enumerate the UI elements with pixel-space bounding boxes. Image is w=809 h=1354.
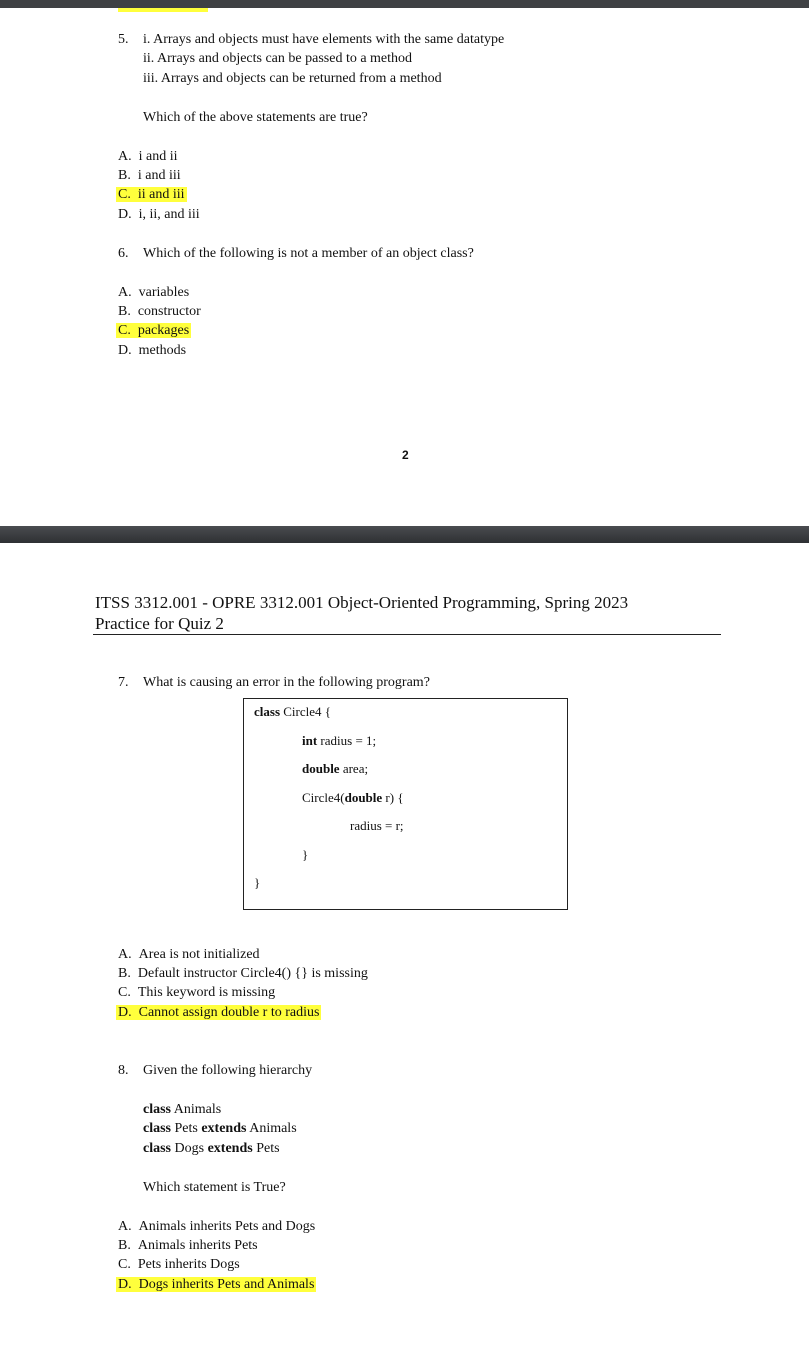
option-text: Area is not initialized — [138, 947, 260, 962]
option-letter: D. — [118, 1005, 132, 1020]
class-name: Dogs — [174, 1141, 205, 1156]
option-letter: A. — [118, 1219, 132, 1234]
option-letter: B. — [118, 168, 131, 183]
page-number: 2 — [402, 448, 409, 462]
q5-number: 5. — [118, 32, 129, 47]
q8-option-c — [118, 1256, 240, 1274]
q5-option-a — [118, 148, 178, 166]
class-name: Pets — [256, 1141, 280, 1156]
code-keyword: extends — [201, 1121, 247, 1136]
code-text: } — [302, 847, 309, 862]
code-keyword: class — [143, 1141, 171, 1156]
q6-number: 6. — [118, 246, 129, 261]
q7-question: What is causing an error in the following program? — [143, 675, 430, 690]
answer-highlight — [116, 323, 191, 338]
code-line-double — [302, 760, 368, 778]
option-letter: B. — [118, 304, 131, 319]
q7-option-b — [118, 965, 368, 983]
hierarchy-line-1 — [143, 1101, 221, 1119]
class-name: Animals — [249, 1121, 297, 1136]
option-letter: D. — [118, 343, 132, 358]
q8-option-b — [118, 1237, 258, 1255]
code-text: Circle4( — [302, 790, 345, 805]
code-keyword: extends — [207, 1141, 253, 1156]
code-text: Circle4 { — [283, 704, 332, 719]
q8-question: Given the following hierarchy — [143, 1063, 313, 1078]
answer-highlight — [116, 1277, 316, 1292]
code-text: r) { — [385, 790, 404, 805]
code-text: radius = r; — [350, 818, 404, 833]
q6-question: Which of the following is not a member of an object class? — [143, 246, 474, 261]
code-keyword: int — [302, 733, 318, 748]
code-line-constructor — [302, 789, 404, 807]
q6-option-d — [118, 342, 186, 360]
option-text: Animals inherits Pets and Dogs — [138, 1219, 316, 1234]
option-text: i and ii — [138, 149, 178, 164]
option-letter: A. — [118, 149, 132, 164]
class-name: Pets — [174, 1121, 198, 1136]
code-keyword: class — [143, 1102, 171, 1117]
option-text: Pets inherits Dogs — [137, 1257, 240, 1272]
option-letter: D. — [118, 207, 132, 222]
option-letter: B. — [118, 1238, 131, 1253]
class-name: Animals — [173, 1102, 222, 1117]
option-text: Cannot assign double r to radius — [138, 1005, 320, 1020]
viewer-top-bar — [0, 0, 809, 8]
option-text: This keyword is missing — [137, 985, 276, 1000]
header-rule — [93, 634, 721, 635]
q5-statement-3: iii. Arrays and objects can be returned from a method — [143, 71, 442, 86]
option-letter: C. — [118, 1257, 131, 1272]
hierarchy-line-3 — [143, 1140, 280, 1158]
code-text: radius = 1; — [320, 733, 377, 748]
answer-highlight — [116, 187, 187, 202]
code-line-inner-close — [302, 846, 308, 864]
option-letter: C. — [118, 985, 131, 1000]
code-line-assign — [350, 817, 404, 835]
code-keyword: double — [302, 761, 340, 776]
q6-option-c — [118, 322, 191, 340]
option-text: packages — [137, 323, 190, 338]
q8-option-a — [118, 1218, 315, 1236]
hierarchy-line-2 — [143, 1120, 297, 1138]
q7-number: 7. — [118, 675, 129, 690]
option-text: i and iii — [137, 168, 181, 183]
q6-option-a — [118, 284, 189, 302]
q5-statement-2: ii. Arrays and objects can be passed to a method — [143, 51, 413, 66]
option-letter: A. — [118, 947, 132, 962]
page-title: ITSS 3312.001 - OPRE 3312.001 Object-Oriented Programming, Spring 2023 — [95, 593, 629, 612]
code-keyword: class — [143, 1121, 171, 1136]
code-line-class — [254, 703, 331, 721]
q7-option-a — [118, 946, 260, 964]
option-letter: B. — [118, 966, 131, 981]
option-text: variables — [138, 285, 190, 300]
option-text: methods — [138, 343, 187, 358]
answer-highlight — [116, 1005, 321, 1020]
q5-statement-1: i. Arrays and objects must have elements with the same datatype — [143, 32, 505, 47]
option-text: Animals inherits Pets — [137, 1238, 258, 1253]
code-line-int — [302, 732, 376, 750]
q8-prompt: Which statement is True? — [143, 1180, 286, 1195]
previous-answer-highlight — [118, 8, 208, 12]
q8-number: 8. — [118, 1063, 129, 1078]
code-box — [243, 698, 568, 910]
q5-option-c — [118, 186, 187, 204]
option-letter: A. — [118, 285, 132, 300]
code-text: area; — [342, 761, 369, 776]
page-separator — [0, 526, 809, 543]
option-text: Default instructor Circle4() {} is missing — [137, 966, 368, 981]
q8-option-d — [118, 1276, 316, 1294]
option-letter: C. — [118, 187, 131, 202]
q7-option-d — [118, 1004, 321, 1022]
q5-question: Which of the above statements are true? — [143, 110, 368, 125]
option-letter: D. — [118, 1277, 132, 1292]
code-line-outer-close — [254, 874, 260, 892]
option-text: i, ii, and iii — [138, 207, 200, 222]
code-keyword: class — [254, 704, 280, 719]
page-subtitle: Practice for Quiz 2 — [95, 614, 224, 633]
code-text: } — [254, 875, 261, 890]
q6-option-b — [118, 303, 201, 321]
q5-option-b — [118, 167, 181, 185]
option-text: ii and iii — [137, 187, 185, 202]
option-text: Dogs inherits Pets and Animals — [138, 1277, 315, 1292]
option-letter: C. — [118, 323, 131, 338]
q7-option-c — [118, 984, 275, 1002]
q5-option-d — [118, 206, 200, 224]
option-text: constructor — [137, 304, 201, 319]
code-keyword: double — [344, 790, 383, 805]
